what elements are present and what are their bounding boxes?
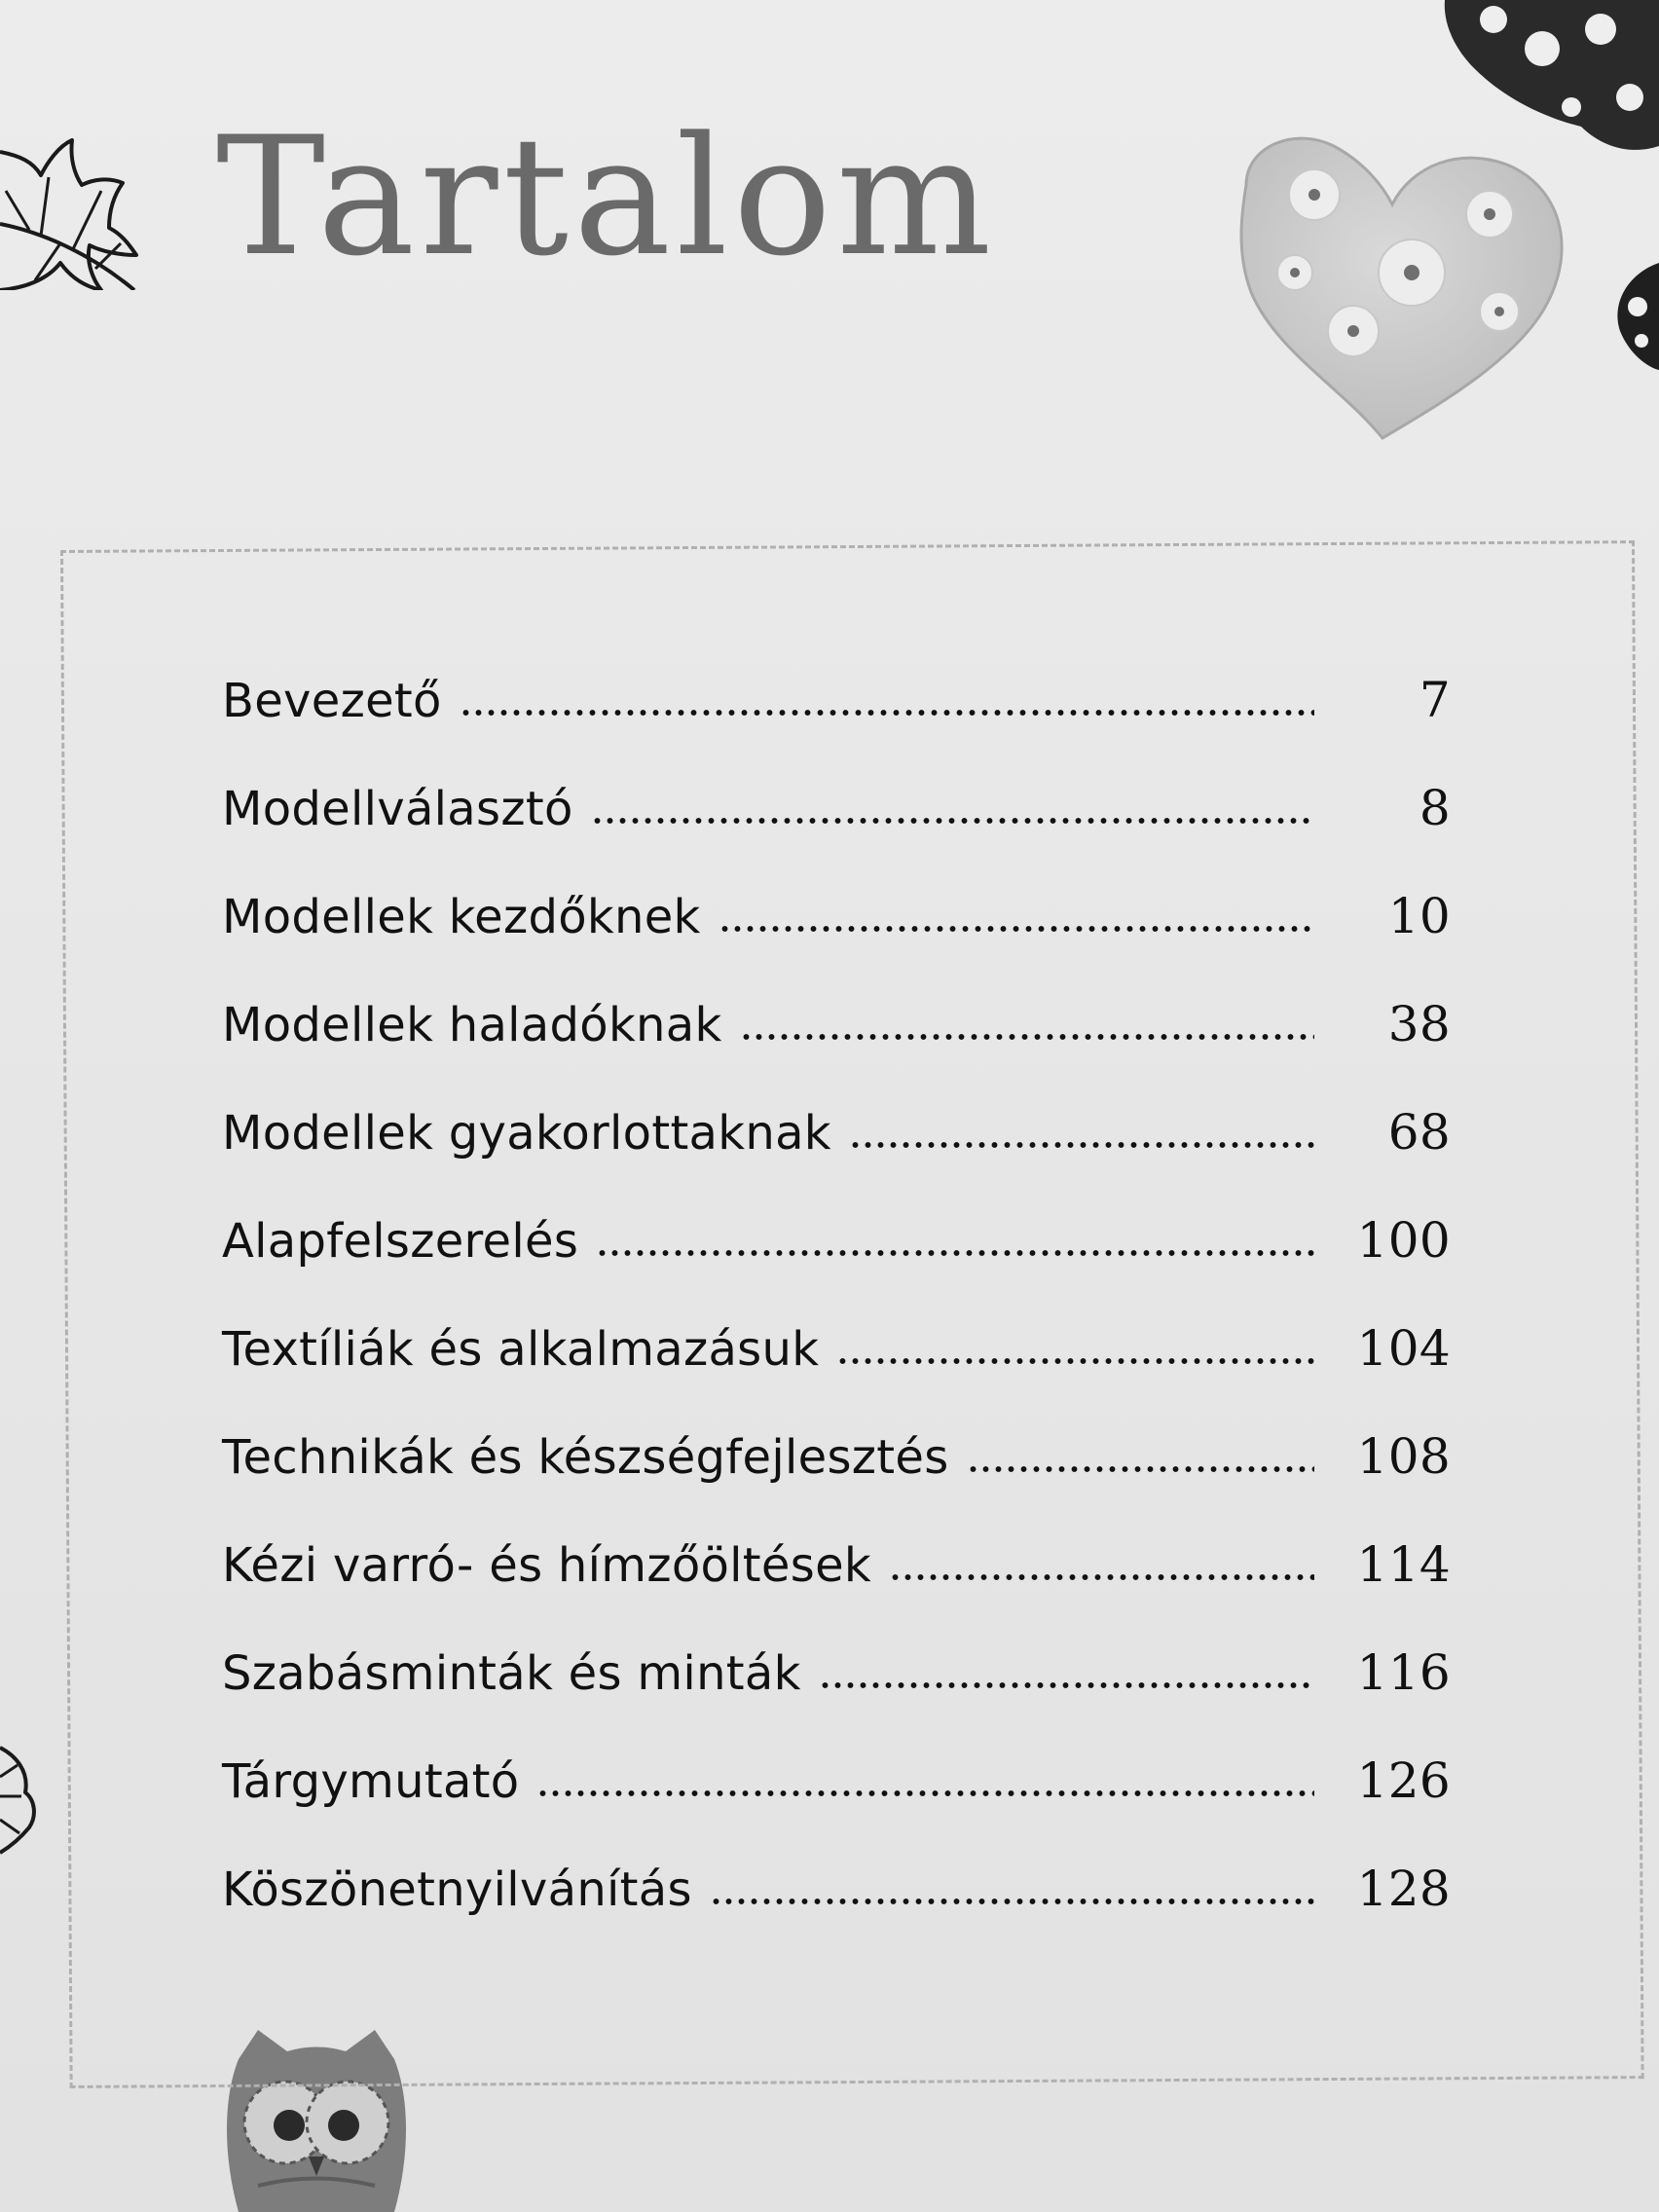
toc-entry-title: Szabásminták és minták [222, 1646, 801, 1701]
toc-entry-page: 104 [1356, 1320, 1451, 1377]
toc-entry-title: Modellek gyakorlottaknak [222, 1106, 831, 1161]
toc-entry [222, 1320, 1451, 1428]
dot-leader [889, 1573, 1314, 1581]
toc-entry-page: 126 [1356, 1752, 1451, 1809]
dot-leader [836, 1357, 1314, 1365]
heart-icon [1217, 127, 1587, 448]
page-title: Tartalom [216, 101, 997, 292]
toc-entry-page: 128 [1356, 1861, 1451, 1917]
toc-entry-title: Tárgymutató [222, 1754, 520, 1809]
table-of-contents [222, 672, 1451, 1969]
toc-entry [222, 1752, 1451, 1861]
toc-entry-title: Köszönetnyilvánítás [222, 1862, 692, 1917]
toc-entry-title: Alapfelszerelés [222, 1214, 579, 1269]
toc-entry [222, 888, 1451, 996]
toc-entry-page: 100 [1356, 1212, 1451, 1269]
toc-entry-title: Modellek haladóknak [222, 998, 722, 1052]
toc-entry-title: Kézi varró- és hímzőöltések [222, 1538, 871, 1593]
toc-entry-page: 68 [1387, 1104, 1451, 1161]
leaf-icon [0, 1738, 39, 1855]
toc-entry-page: 108 [1356, 1428, 1451, 1485]
toc-entry-title: Modellek kezdőknek [222, 890, 701, 944]
toc-entry [222, 1536, 1451, 1644]
dot-leader [460, 709, 1314, 717]
toc-entry [222, 996, 1451, 1104]
toc-entry [222, 1212, 1451, 1320]
toc-entry [222, 780, 1451, 888]
toc-entry-title: Bevezető [222, 674, 442, 728]
dot-leader [591, 817, 1314, 825]
toc-entry-page: 10 [1387, 888, 1451, 944]
dot-leader [740, 1033, 1314, 1041]
toc-entry [222, 672, 1451, 780]
dot-leader [536, 1789, 1314, 1797]
toc-entry-page: 7 [1419, 672, 1451, 728]
dot-leader [596, 1249, 1314, 1257]
toc-entry-title: Textíliák és alkalmazásuk [222, 1322, 820, 1377]
leaf-icon [0, 134, 146, 290]
fabric-icon [1425, 0, 1659, 156]
dot-leader [967, 1465, 1314, 1473]
toc-entry-page: 8 [1419, 780, 1451, 836]
dot-leader [849, 1141, 1314, 1149]
toc-entry [222, 1861, 1451, 1969]
toc-entry-page: 114 [1356, 1536, 1451, 1593]
toc-entry [222, 1428, 1451, 1536]
toc-entry-title: Technikák és készségfejlesztés [222, 1430, 949, 1485]
fabric-icon [1601, 263, 1659, 370]
dot-leader [710, 1898, 1314, 1905]
toc-entry-page: 116 [1356, 1644, 1451, 1701]
toc-entry [222, 1104, 1451, 1212]
toc-entry-page: 38 [1387, 996, 1451, 1052]
dot-leader [719, 925, 1314, 933]
toc-entry [222, 1644, 1451, 1752]
toc-entry-title: Modellválasztó [222, 782, 573, 836]
dot-leader [819, 1681, 1314, 1689]
